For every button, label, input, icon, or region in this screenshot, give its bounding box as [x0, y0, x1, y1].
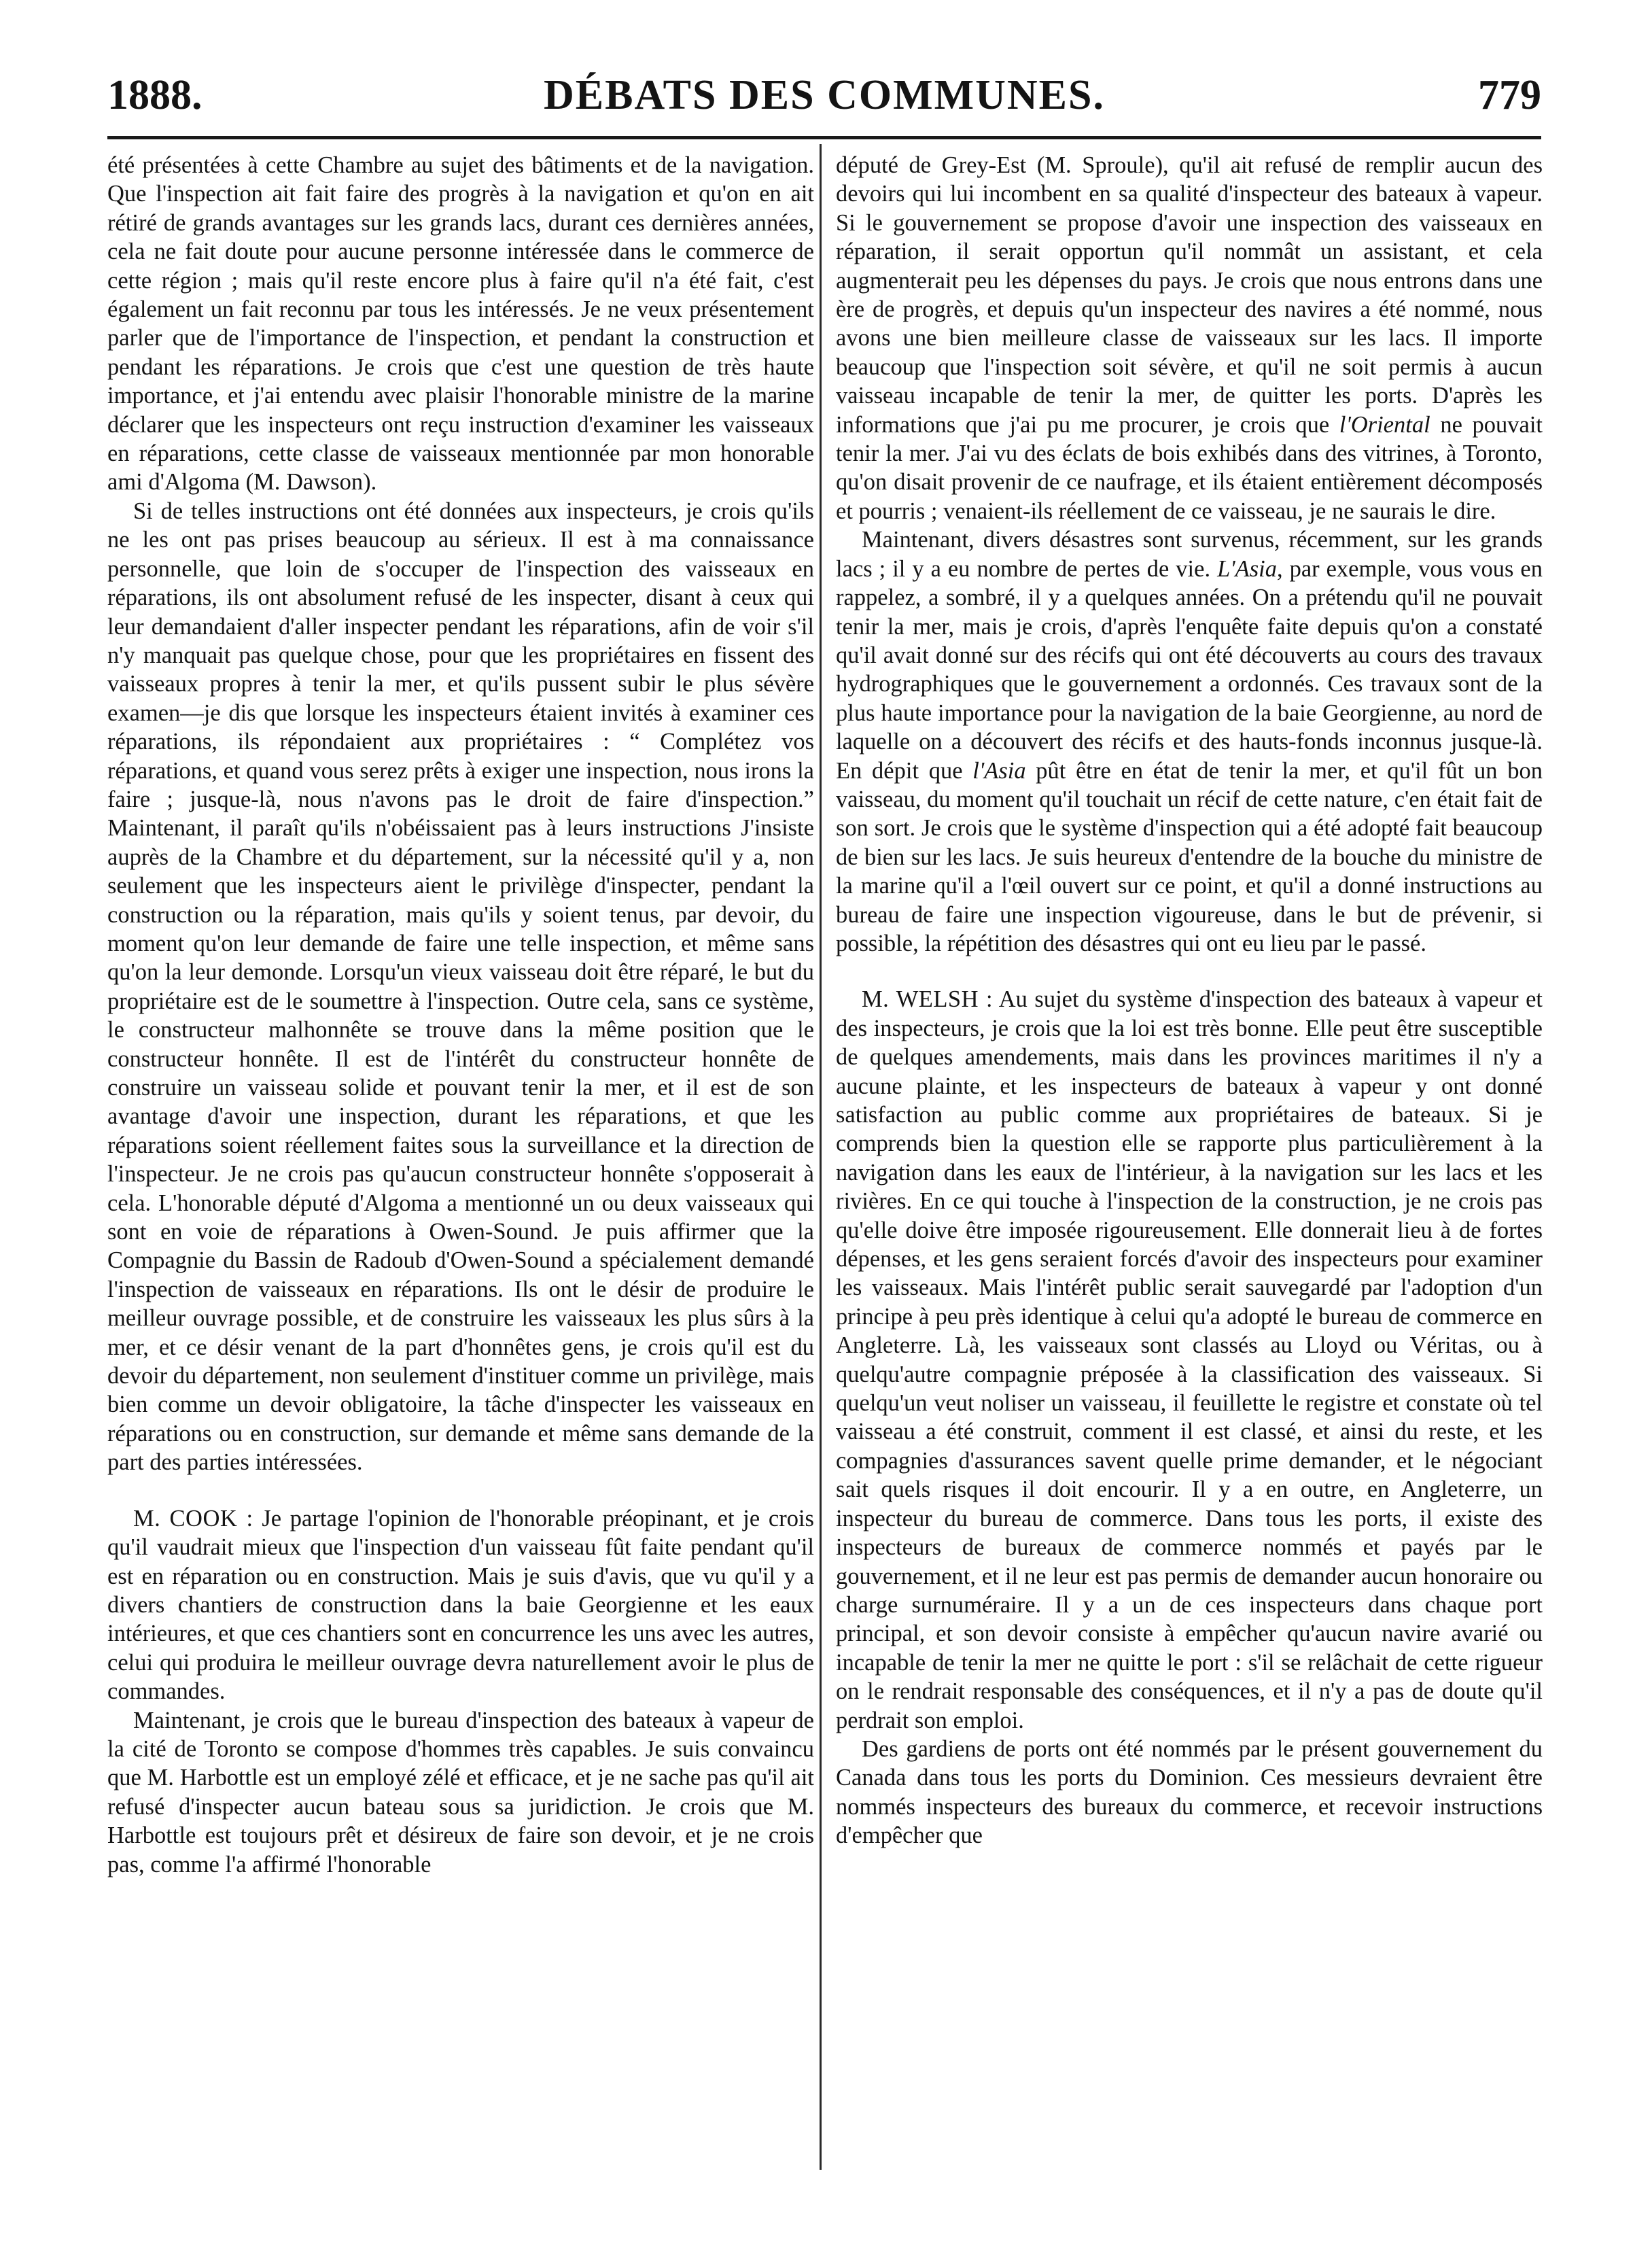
text-run: Maintenant, divers désastres sont survenus, récemment, sur les grands lacs ; il y a eu nombre de pertes de vie.	[836, 527, 1543, 582]
paragraph: Des gardiens de ports ont été nommés par le présent gouvernement du Canada dans tous les ports du Dominion. Ces messieurs devraient être nommés inspecteurs des bureaux du commerce, et recevoir instructions d'empêcher que	[836, 1735, 1543, 1849]
paragraph	[836, 525, 1543, 958]
right-column	[836, 151, 1543, 1850]
header-page-number: 779	[1478, 72, 1541, 118]
page-header	[107, 68, 1541, 122]
text-run: , par exemple, vous vous en rappelez, a sombré, il y a quelques années. On a prétendu qu'il ne pouvait tenir la mer, mais je crois, d'après l'enquête faite depuis qu'on a constaté qu'il avait donné sur des récifs qui ont été découverts au cours des travaux hydrographiques que le gouvernement a ordonnés. Ces travaux sont de la plus haute importance pour la navigation de la baie Georgienne, au nord de laquelle on a découvert des récifs et des hauts-fonds inconnus jusque-là. En dépit que	[836, 555, 1543, 784]
ship-name: l'Asia	[972, 757, 1026, 784]
text-run: député de Grey-Est (M. Sproule), qu'il ait refusé de remplir aucun des devoirs qui lui incombent en sa qualité d'inspecteur des bateaux à vapeur. Si le gouvernement se propose d'avoir une inspection des vaisseaux en réparation, il serait opportun qu'il nommât un assistant, et cela augmenterait peu les dépenses du pays. Je crois que nous entrons dans une ère de progrès, et depuis qu'un inspecteur des navires a été nommé, nous avons une bien meilleure classe de vaisseaux sur les lacs. Il importe beaucoup que l'inspection soit sévère, et qu'il ne soit permis à aucun vaisseau incapable de tenir la mer, de quitter les ports. D'après les informations que j'ai pu me procurer, je crois que	[836, 152, 1543, 438]
speaker-name: M. WELSH :	[862, 986, 994, 1013]
text-run: pût être en état de tenir la mer, et qu'il fût un bon vaisseau, du moment qu'il touchait un récif de cette nature, c'en était fait de son sort. Je crois que le système d'inspection qui a été adopté fait beaucoup de bien sur les lacs. Je suis heureux d'entendre de la bouche du ministre de la marine qu'il a l'œil ouvert sur ce point, et qu'il a donné instructions au bureau de faire une inspection vigoureuse, dans le but de prévenir, si possible, la répétition des désastres qui ont eu lieu par le passé.	[836, 757, 1543, 956]
header-year: 1888.	[107, 72, 203, 118]
column-divider	[820, 144, 822, 2170]
speech-text: Je partage l'opinion de l'honorable préopinant, et je crois qu'il vaudrait mieux que l'inspection d'un vaisseau fût faite pendant qu'il est en réparation ou en construction. Mais je suis d'avis, que vu qu'il y a divers chantiers de construction dans la baie Georgienne et les eaux intérieures, et que ces chantiers sont en concurrence les uns avec les autres, celui qui produira le meilleur ouvrage devra naturellement avoir le plus de commandes.	[107, 1505, 814, 1705]
left-column	[107, 151, 814, 1879]
paragraph: Si de telles instructions ont été données aux inspecteurs, je crois qu'ils ne les ont pas prises beaucoup au sérieux. Il est à ma connaissance personnelle, que loin de s'occuper de l'inspection des vaisseaux en réparations, ils ont absolument refusé de les inspecter, disant à ceux qui leur demandaient d'aller inspecter pendant les réparations, afin de voir s'il n'y manquait pas quelque chose, pour que les propriétaires en fissent des vaisseaux propres à tenir la mer, et qu'ils pussent subir le plus sévère examen—je dis que lorsque les inspecteurs étaient invités à examiner ces réparations, ils répondaient aux propriétaires : “ Complétez vos réparations, et quand vous serez prêts à exiger une inspection, nous irons la faire ; jusque-là, nous n'avons pas le droit de faire d'inspection.” Maintenant, il paraît qu'ils n'obéissaient pas à leurs instructions J'insiste auprès de la Chambre et du département, sur la nécessité qu'il y a, non seulement que les inspecteurs aient le privilège d'inspecter, pendant la construction ou la réparation, mais qu'ils y soient tenus, par devoir, du moment qu'on leur demande de faire une telle inspection, et même sans qu'on la leur demonde. Lorsqu'un vieux vaisseau doit être réparé, le but du propriétaire est de le soumettre à l'inspection. Outre cela, sans ce système, le constructeur malhonnête se trouve dans la même position que le constructeur honnête. Il est de l'intérêt du constructeur honnête de construire un vaisseau solide et pouvant tenir la mer, et il est de son avantage d'avoir une inspection, durant les réparations, et que les réparations soient réellement faites sous la surveillance et la direction de l'inspecteur. Je ne crois pas qu'aucun constructeur honnête s'opposerait à cela. L'honorable député d'Algoma a mentionné un ou deux vaisseaux qui sont en voie de réparations à Owen-Sound. Je puis affirmer que la Compagnie du Bassin de Radoub d'Owen-Sound a spécialement demandé l'inspection de vaisseaux en réparations. Ils ont le désir de produire le meilleur ouvrage possible, et de construire les vaisseaux les plus sûrs à la mer, et ce désir venant de la part d'honnêtes gens, je crois qu'il est du devoir du département, non seulement d'instituer comme un privilège, mais bien comme un devoir obligatoire, la tâche d'inspecter les vaisseaux en réparations ou en construction, sur demande et même sans demande de la part des parties intéressées.	[107, 498, 814, 1476]
speech-text: Au sujet du système d'inspection des bateaux à vapeur et des inspecteurs, je crois que la loi est très bonne. Elle peut être susceptible de quelques amendements, mais dans les provinces maritimes il n'y a aucune plainte, et les inspecteurs de bateaux à vapeur y ont donné satisfaction au public comme aux propriétaires de bateaux. Si je comprends bien la question elle se rapporte plus particulièrement à la navigation dans les eaux de l'intérieur, à la navigation sur les lacs et les rivières. En ce qui touche à l'inspection de la construction, je ne crois pas qu'elle doive être imposée rigoureusement. Elle donnerait lieu à de fortes dépenses, et les gens seraient forcés d'avoir des inspecteurs pour examiner les vaisseaux. Mais l'intérêt public serait sauvegardé par l'adoption d'un principe à peu près identique à celui qu'a adopté le bureau de commerce en Angleterre. Là, les vaisseaux sont classés au Lloyd ou Véritas, ou à quelqu'autre compagnie préposée à la classification des vaisseaux. Si quelqu'un veut noliser un vaisseau, il feuillette le registre et constate où tel vaisseau a été construit, comment il est classé, et ainsi du reste, et les compagnies d'assurances savent quelle prime demander, et le négociant sait quels risques il doit encourir. Il y a en outre, en Angleterre, un inspecteur du bureau de commerce. Dans tous les ports, il existe des inspecteurs de bureaux de commerce nommés et payés par le gouvernement, et il ne leur est pas permis de demander aucun honoraire ou charge surnuméraire. Il y a un de ces inspecteurs dans chaque port principal, et son devoir consiste à empêcher qu'aucun navire avarié ou incapable de tenir la mer ne quitte le port : s'il se relâchait de cette rigueur on le rendrait responsable des conséquences, et il n'y a pas de doute qu'il perdrait son emploi.	[836, 986, 1543, 1733]
ship-name: l'Oriental	[1339, 411, 1430, 438]
paragraph: Maintenant, je crois que le bureau d'inspection des bateaux à vapeur de la cité de Toronto se compose d'hommes très capables. Je suis convaincu que M. Harbottle est un employé zélé et efficace, et je ne sache pas qu'il ait refusé d'inspecter aucun bateau sous sa juridiction. Je crois que M. Harbottle est toujours prêt et désireux de faire son devoir, et je ne crois pas, comme l'a affirmé l'honorable	[107, 1707, 814, 1877]
ship-name: L'Asia	[1217, 555, 1277, 582]
header-rule	[107, 136, 1541, 139]
speech-cook	[107, 1504, 814, 1706]
paragraph: été présentées à cette Chambre au sujet des bâtiments et de la navigation. Que l'inspection ait fait faire des progrès à la navigation et qu'on en ait rétiré de grands avantages sur les grands lacs, durant ces dernières années, cela ne fait doute pour aucune personne intéressée dans le commerce de cette région ; mais qu'il reste encore plus à faire qu'il n'a été fait, c'est également un fait reconnu par tous les intéressés. Je ne veux présentement parler que de l'importance de l'inspection, et pendant la construction et pendant les réparations. Je crois que c'est une question de très haute importance, et j'ai entendu avec plaisir l'honorable ministre de la marine déclarer que les inspecteurs ont reçu instruction d'examiner les vaisseaux en réparations, cette classe de vaisseaux mentionnée par mon honorable ami d'Algoma (M. Dawson).	[107, 152, 814, 496]
speaker-name: M. COOK :	[133, 1505, 253, 1531]
text-run: ne pouvait tenir la mer. J'ai vu des éclats de bois exhibés dans des vitrines, à Toronto, qu'on disait provenir de ce naufrage, et ils étaient entièrement décomposés et pourris ; venaient-ils réellement de ce vaisseau, je ne saurais le dire.	[836, 411, 1543, 524]
paragraph	[836, 151, 1543, 525]
header-title: DÉBATS DES COMMUNES.	[543, 72, 1106, 118]
speech-welsh	[836, 985, 1543, 1735]
